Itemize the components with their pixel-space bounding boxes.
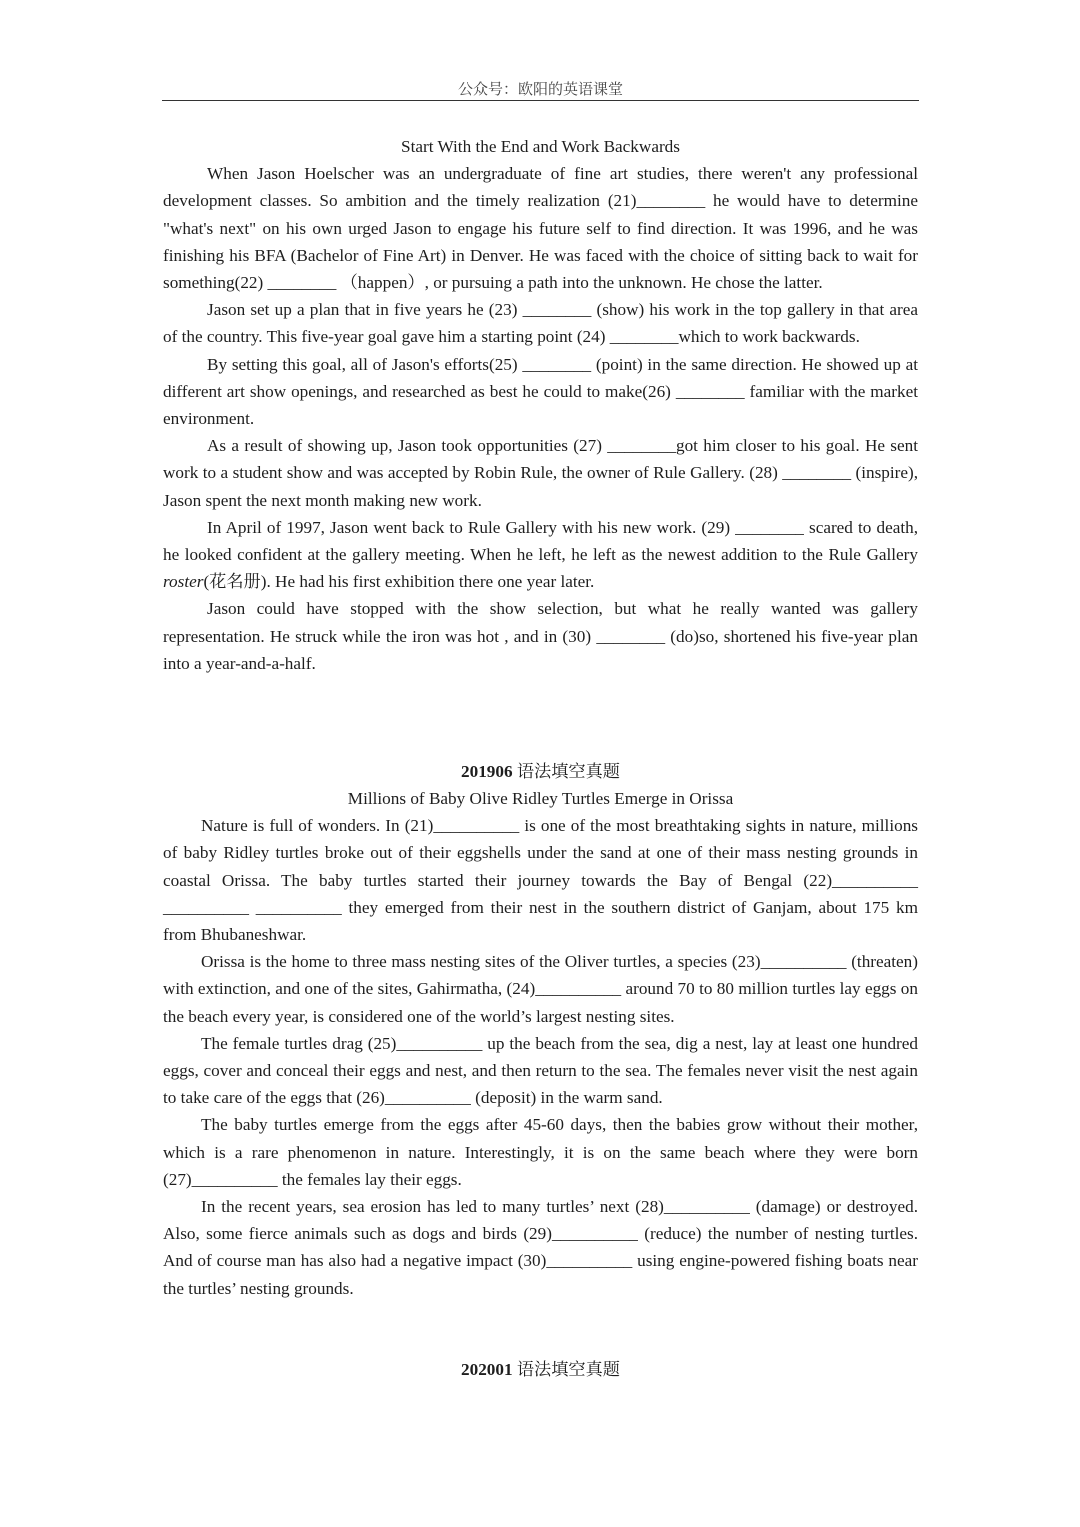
passage-2-paragraph: Orissa is the home to three mass nesting sites of the Oliver turtles, a species (23)__________ (threaten) with extinction, and one of the sites, Gahirmatha, (24)__________ around 70 to 80 million turtles lay eggs on the beach every year, is considered one of the world’s largest nesting sites. — [163, 952, 918, 1026]
passage-1-paragraph-roster — [163, 514, 918, 596]
passage-1-title: Start With the End and Work Backwards — [401, 137, 680, 156]
passage-1-paragraph: Jason set up a plan that in five years he (23) ________ (show) his work in the top gallery in that area of the country. This five-year goal gave him a starting point (24) ________which to work backwards. — [163, 300, 918, 347]
passage-2-paragraph: In the recent years, sea erosion has led to many turtles’ next (28)__________ (damage) or destroyed. Also, some fierce animals such as dogs and birds (29)__________ (reduce) the number of nesting turtles. And of course man has also had a negative impact (30)__________ using engine-powered fishing boats near the turtles’ nesting grounds. — [163, 1197, 918, 1298]
section-3-heading-number: 202001 — [461, 1360, 513, 1379]
section-3-heading-label: 语法填空真题 — [512, 1360, 620, 1379]
roster-gloss: (花名册) — [203, 572, 267, 592]
section-3-heading — [163, 1356, 918, 1383]
section-3 — [163, 1356, 918, 1383]
section-2-heading-number: 201906 — [461, 762, 513, 781]
passage-1-paragraph: As a result of showing up, Jason took opportunities (27) ________got him closer to his goal. He sent work to a student show and was accepted by Robin Rule, the owner of Rule Gallery. (28) ________ (inspire), Jason spent the next month making new work. — [163, 436, 918, 510]
paragraph-text: In April of 1997, Jason went back to Rule Gallery with his new work. (29) ________ scared to death, he looked confident at the gallery meeting. When he left, he left as the newest addition to the Rule Gallery — [163, 517, 918, 565]
paragraph-text-tail: . He had his first exhibition there one year later. — [266, 572, 595, 592]
passage-1 — [163, 133, 918, 677]
passage-1-paragraph: Jason could have stopped with the show selection, but what he really wanted was gallery representation. He struck while the iron was hot , and in (30) ________ (do)so, shortened his five-year plan into a year-and-a-half. — [163, 599, 918, 673]
passage-2 — [163, 758, 918, 1302]
passage-2-paragraph: The female turtles drag (25)__________ up the beach from the sea, dig a nest, lay at least one hundred eggs, cover and conceal their eggs and nest, and then return to the sea. The females never visit the nest again to take care of the eggs that (26)__________ (deposit) in the warm sand. — [163, 1033, 918, 1108]
header-divider — [162, 100, 919, 101]
passage-2-paragraph: The baby turtles emerge from the eggs after 45-60 days, then the babies grow without their mother, which is a rare phenomenon in nature. Interestingly, it is on the same beach where they were born (27)__________ the females lay their eggs. — [163, 1115, 918, 1189]
passage-2-title: Millions of Baby Olive Ridley Turtles Emerge in Orissa — [347, 789, 734, 808]
roster-word: roster — [163, 572, 204, 592]
passage-1-paragraph: When Jason Hoelscher was an undergraduate of fine art studies, there weren't any professional development classes. So ambition and the timely realization (21)________ he would have to determine "what's next" on his own urged Jason to engage his future self to find direction. It was 1996, and he was finishing his BFA (Bachelor of Fine Art) in Denver. He was faced with the choice of sitting back to wait for something(22) ________ （happen）, or pursuing a path into the unknown. He chose the latter. — [163, 164, 918, 293]
section-2-heading-label: 语法填空真题 — [512, 762, 620, 781]
passage-1-paragraph: By setting this goal, all of Jason's efforts(25) ________ (point) in the same direction. He showed up at different art show openings, and researched as best he could to make(26) ________ familiar with the market environment. — [163, 354, 918, 429]
passage-2-paragraph: Nature is full of wonders. In (21)__________ is one of the most breathtaking sights in nature, millions of baby Ridley turtles broke out of their eggshells under the sand at one of their mass nesting grounds in coastal Orissa. The baby turtles started their journey towards the Bay of Bengal (22)__________ __________ __________ they emerged from their nest in the southern district of Ganjam, about 175 km from Bhubaneshwar. — [163, 816, 918, 945]
page-header: 公众号：欧阳的英语课堂 — [457, 80, 623, 98]
section-2-heading — [163, 758, 918, 785]
